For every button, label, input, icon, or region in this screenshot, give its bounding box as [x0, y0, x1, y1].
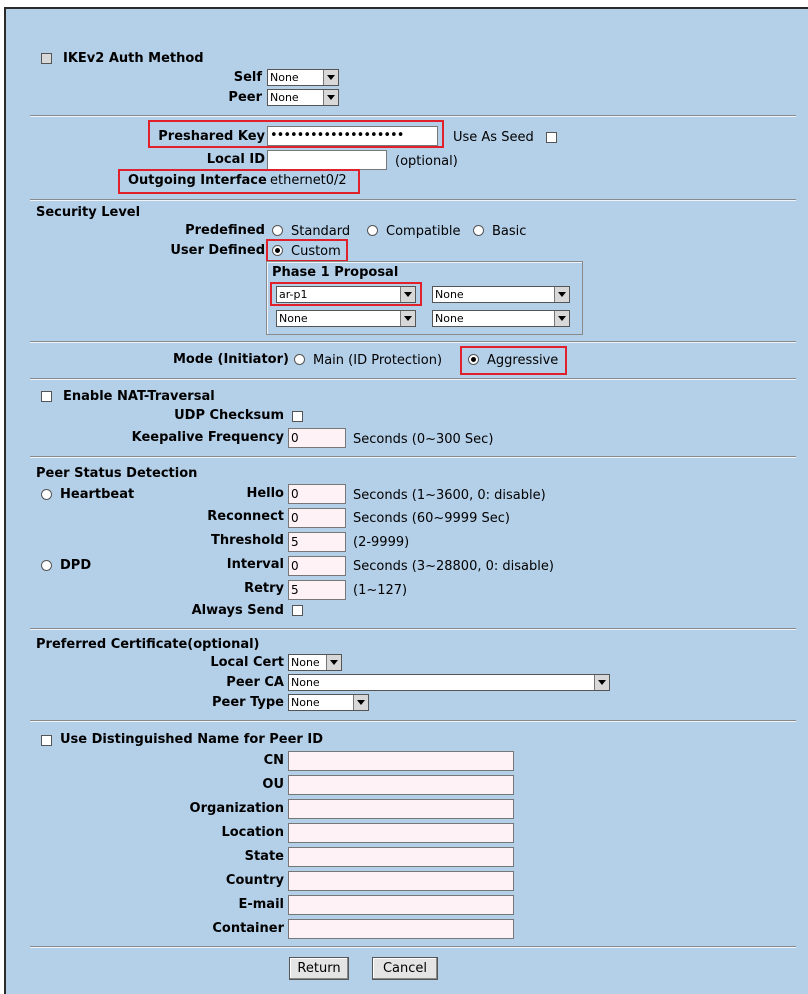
divider [30, 946, 796, 948]
dn-title: Use Distinguished Name for Peer ID [60, 732, 323, 747]
divider [30, 378, 796, 380]
divider [30, 456, 796, 458]
dn-organization-input[interactable] [288, 799, 514, 819]
phase1-proposal-3-select[interactable]: None [276, 310, 416, 327]
preshared-key-input[interactable]: •••••••••••••••••••• [267, 126, 438, 146]
user-defined-label: User Defined [170, 243, 265, 258]
chevron-down-icon [594, 675, 609, 690]
dn-cn-input[interactable] [288, 751, 514, 771]
ikev2-title: IKEv2 Auth Method [63, 51, 204, 66]
peer-label: Peer [228, 90, 262, 105]
udp-checksum-checkbox[interactable] [292, 411, 303, 422]
keepalive-label: Keepalive Frequency [131, 430, 284, 445]
custom-label: Custom [291, 244, 341, 259]
reconnect-label: Reconnect [207, 509, 284, 524]
interval-input[interactable]: 0 [288, 556, 346, 576]
always-send-checkbox[interactable] [292, 605, 303, 616]
dpd-label: DPD [60, 558, 92, 573]
security-level-title: Security Level [36, 205, 141, 220]
interval-label: Interval [226, 557, 284, 572]
ikev2-checkbox[interactable] [41, 53, 52, 64]
outgoing-interface-value: ethernet0/2 [270, 173, 347, 188]
phase1-proposal-1-select[interactable]: ar-p1 [276, 286, 416, 303]
threshold-input[interactable]: 5 [288, 532, 346, 552]
dn-container-input[interactable] [288, 919, 514, 939]
compatible-label: Compatible [386, 224, 461, 239]
psd-title: Peer Status Detection [36, 466, 198, 481]
threshold-hint: (2-9999) [353, 535, 410, 550]
keepalive-hint: Seconds (0~300 Sec) [353, 432, 494, 447]
dn-state-label: State [244, 849, 284, 864]
dn-ou-label: OU [262, 777, 284, 792]
dn-organization-label: Organization [189, 801, 284, 816]
self-select[interactable]: None [267, 69, 339, 86]
hello-hint: Seconds (1~3600, 0: disable) [353, 488, 546, 503]
chevron-down-icon [554, 287, 569, 302]
standard-label: Standard [291, 224, 351, 239]
peer-ca-label: Peer CA [226, 675, 284, 690]
phase1-proposal-2-select[interactable]: None [432, 286, 570, 303]
divider [30, 199, 796, 201]
peer-type-select[interactable]: None [288, 694, 369, 711]
preshared-key-label: Preshared Key [158, 129, 265, 144]
local-id-hint: (optional) [395, 154, 458, 169]
dn-email-label: E-mail [238, 897, 284, 912]
retry-hint: (1~127) [353, 583, 408, 598]
outgoing-interface-label: Outgoing Interface [128, 173, 267, 188]
aggressive-mode-label: Aggressive [487, 353, 559, 368]
dn-container-label: Container [212, 921, 284, 936]
nat-traversal-title: Enable NAT-Traversal [63, 389, 215, 404]
main-mode-radio[interactable] [294, 354, 305, 365]
always-send-label: Always Send [191, 603, 284, 618]
peer-type-label: Peer Type [211, 695, 284, 710]
dpd-radio[interactable] [41, 560, 52, 571]
custom-radio[interactable] [272, 245, 283, 256]
chevron-down-icon [323, 70, 338, 85]
predefined-label: Predefined [185, 223, 265, 238]
divider [30, 720, 796, 722]
reconnect-input[interactable]: 0 [288, 508, 346, 528]
peer-select[interactable]: None [267, 89, 339, 106]
mode-label: Mode (Initiator) [173, 352, 289, 367]
retry-label: Retry [244, 581, 284, 596]
cert-title: Preferred Certificate(optional) [36, 637, 260, 652]
divider [30, 628, 796, 630]
heartbeat-radio[interactable] [41, 489, 52, 500]
chevron-down-icon [400, 311, 415, 326]
dn-location-label: Location [221, 825, 284, 840]
interval-hint: Seconds (3~28800, 0: disable) [353, 559, 554, 574]
compatible-radio[interactable] [367, 225, 378, 236]
standard-radio[interactable] [272, 225, 283, 236]
chevron-down-icon [554, 311, 569, 326]
heartbeat-label: Heartbeat [60, 487, 135, 502]
dn-email-input[interactable] [288, 895, 514, 915]
dn-country-label: Country [225, 873, 284, 888]
cancel-button[interactable]: Cancel [372, 957, 438, 980]
use-as-seed-label: Use As Seed [453, 130, 534, 145]
dn-state-input[interactable] [288, 847, 514, 867]
self-label: Self [233, 70, 262, 85]
udp-checksum-label: UDP Checksum [174, 408, 284, 423]
dn-country-input[interactable] [288, 871, 514, 891]
dn-checkbox[interactable] [41, 735, 52, 746]
local-id-input[interactable] [267, 150, 387, 170]
basic-radio[interactable] [473, 225, 484, 236]
divider [30, 115, 796, 117]
chevron-down-icon [400, 287, 415, 302]
hello-input[interactable]: 0 [288, 484, 346, 504]
dn-location-input[interactable] [288, 823, 514, 843]
peer-ca-select[interactable]: None [288, 674, 610, 691]
phase1-title: Phase 1 Proposal [272, 265, 399, 280]
aggressive-mode-radio[interactable] [468, 354, 479, 365]
use-as-seed-checkbox[interactable] [546, 132, 557, 143]
threshold-label: Threshold [210, 533, 284, 548]
keepalive-input[interactable]: 0 [288, 428, 346, 448]
chevron-down-icon [323, 90, 338, 105]
retry-input[interactable]: 5 [288, 580, 346, 600]
divider [30, 341, 796, 343]
phase1-proposal-4-select[interactable]: None [432, 310, 570, 327]
local-cert-label: Local Cert [210, 655, 284, 670]
nat-traversal-checkbox[interactable] [41, 391, 52, 402]
reconnect-hint: Seconds (60~9999 Sec) [353, 511, 510, 526]
dn-cn-label: CN [263, 753, 284, 768]
main-mode-label: Main (ID Protection) [313, 353, 443, 368]
local-cert-select[interactable]: None [288, 654, 342, 671]
chevron-down-icon [326, 655, 341, 670]
chevron-down-icon [353, 695, 368, 710]
basic-label: Basic [492, 224, 527, 239]
return-button[interactable]: Return [289, 957, 349, 980]
local-id-label: Local ID [206, 152, 265, 167]
hello-label: Hello [246, 486, 284, 501]
dn-ou-input[interactable] [288, 775, 514, 795]
